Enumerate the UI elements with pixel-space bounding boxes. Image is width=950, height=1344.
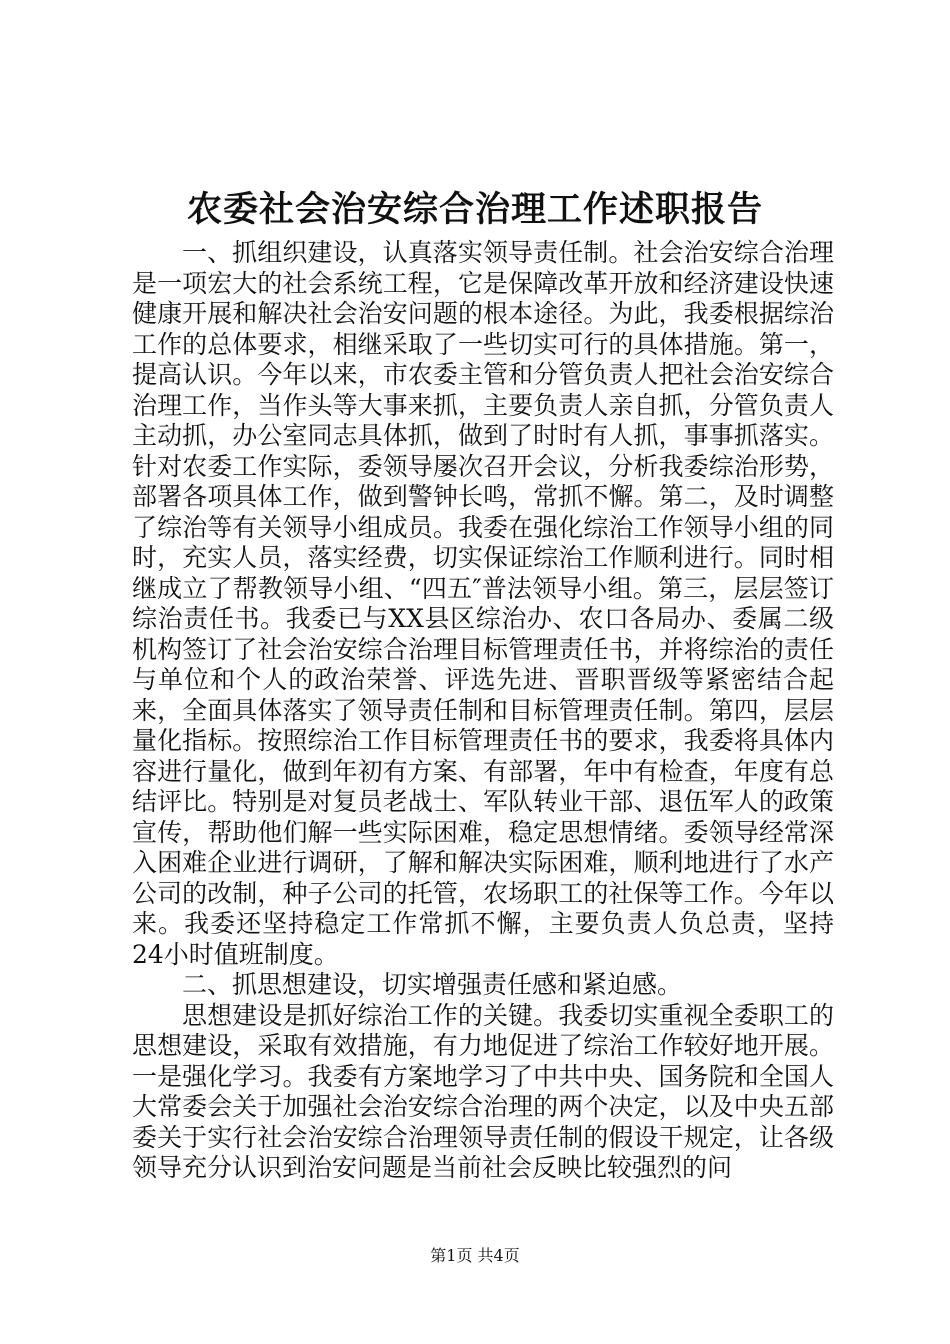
paragraph: 二、抓思想建设，切实增强责任感和紧迫感。 — [182, 970, 683, 999]
page-footer: 第1页 共4页 — [430, 1246, 520, 1265]
document-title: 农委社会治安综合治理工作述职报告 — [186, 190, 763, 230]
paragraph: 思想建设是抓好综治工作的关键。我委切实重视全委职工的思想建设，采取有效措施，有力地促进了综治工作较好地开展。一是强化学习。我委有方案地学习了中共中央、国务院和全国人大常委会关于加强社会治安综合治理的两个决定，以及中央五部委关于实行社会治安综合治理领导责任制的假设干规定，让各级领导充分认识到治安问题是当前社会反映比较强烈的问 — [132, 1000, 834, 1182]
document-body — [132, 238, 834, 1184]
paragraph: 一、抓组织建设，认真落实领导责任制。社会治安综合治理是一项宏大的社会系统工程，它是保障改革开放和经济建设快速健康开展和解决社会治安问题的根本途径。为此，我委根据综治工作的总体要求，相继采取了一些切实可行的具体措施。第一，提高认识。今年以来，市农委主管和分管负责人把社会治安综合治理工作，当作头等大事来抓，主要负责人亲自抓，分管负责人主动抓，办公室同志具体抓，做到了时时有人抓，事事抓落实。针对农委工作实际，委领导屡次召开会议，分析我委综治形势，部署各项具体工作，做到警钟长鸣，常抓不懈。第二，及时调整了综治等有关领导小组成员。我委在强化综治工作领导小组的同时，充实人员，落实经费，切实保证综治工作顺利进行。同时相继成立了帮教领导小组、“四五″普法领导小组。第三，层层签订综治责任书。我委已与XX县区综治办、农口各局办、委属二级机构签订了社会治安综合治理目标管理责任书，并将综治的责任与单位和个人的政治荣誉、评选先进、晋职晋级等紧密结合起来，全面具体落实了领导责任制和目标管理责任制。第四，层层量化指标。按照综治工作目标管理责任书的要求，我委将具体内容进行量化，做到年初有方案、有部署，年中有检查，年度有总结评比。特别是对复员老战士、军队转业干部、退伍军人的政策宣传，帮助他们解一些实际困难，稳定思想情绪。委领导经常深入困难企业进行调研，了解和解决实际困难，顺利地进行了水产公司的改制，种子公司的托管，农场职工的社保等工作。今年以来。我委还坚持稳定工作常抓不懈，主要负责人负总责，坚持24小时值班制度。 — [132, 238, 834, 969]
